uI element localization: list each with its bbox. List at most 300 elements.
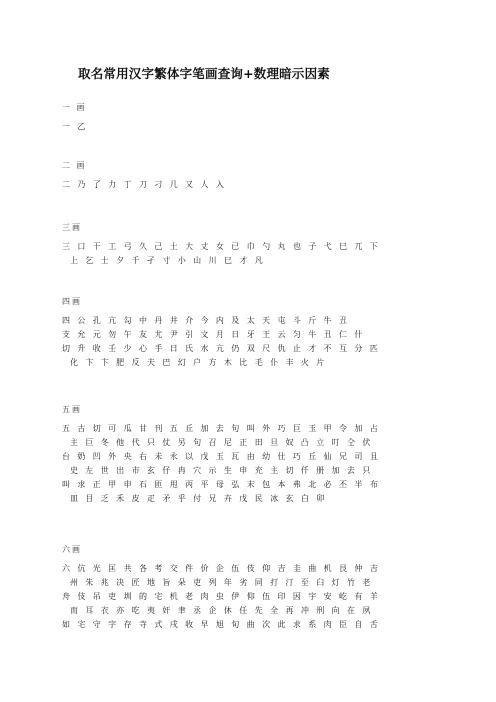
- hanzi-char: 仙: [323, 452, 332, 461]
- hanzi-char: 奴: [285, 438, 294, 447]
- hanzi-char: 月: [215, 330, 224, 339]
- char-row: [62, 494, 442, 508]
- char-row: [62, 256, 442, 270]
- hanzi-char: 收: [92, 344, 101, 353]
- hanzi-char: 引: [185, 330, 194, 339]
- hanzi-char: 臣: [339, 620, 348, 629]
- hanzi-char: 申: [123, 480, 132, 489]
- hanzi-char: 玉: [308, 424, 317, 433]
- hanzi-char: 寺: [138, 620, 147, 629]
- hanzi-char: 乞: [85, 256, 94, 265]
- hanzi-char: 肥: [116, 358, 125, 367]
- hanzi-char: 牛: [308, 330, 317, 339]
- hanzi-char: 弗: [292, 480, 301, 489]
- hanzi-char: 曲: [246, 620, 255, 629]
- hanzi-char: 打: [270, 578, 279, 587]
- hanzi-char: 太: [246, 316, 255, 325]
- hanzi-char: 才: [239, 256, 248, 265]
- hanzi-char: 只: [146, 438, 155, 447]
- hanzi-char: 代: [131, 438, 140, 447]
- char-row: [62, 480, 442, 494]
- hanzi-char: 世: [100, 466, 109, 475]
- hanzi-char: 仲: [354, 564, 363, 573]
- hanzi-char: 夷: [146, 606, 155, 615]
- hanzi-char: 巨: [292, 424, 301, 433]
- hanzi-char: 女: [215, 242, 224, 251]
- hanzi-char: 可: [108, 424, 117, 433]
- hanzi-char: 公: [77, 316, 86, 325]
- char-row: [62, 438, 442, 452]
- hanzi-char: 仰: [262, 564, 271, 573]
- hanzi-char: 吉: [277, 564, 286, 573]
- hanzi-char: 占: [369, 424, 378, 433]
- hanzi-char: 止: [292, 344, 301, 353]
- hanzi-char: 弘: [231, 480, 240, 489]
- hanzi-char: 正: [92, 480, 101, 489]
- char-row: [62, 564, 442, 578]
- hanzi-char: 兄: [339, 452, 348, 461]
- hanzi-char: 兀: [354, 242, 363, 251]
- hanzi-char: 如: [62, 620, 70, 629]
- hanzi-char: 弓: [123, 242, 132, 251]
- hanzi-char: 土: [169, 242, 178, 251]
- hanzi-char: 今: [200, 316, 209, 325]
- hanzi-char: 心: [138, 344, 147, 353]
- hanzi-char: 石: [138, 480, 147, 489]
- hanzi-char: 士: [100, 256, 109, 265]
- hanzi-char: 又: [185, 180, 194, 189]
- hanzi-char: 卞: [100, 358, 109, 367]
- hanzi-char: 右: [138, 452, 147, 461]
- hanzi-char: 匀: [292, 330, 301, 339]
- hanzi-char: 田: [254, 438, 263, 447]
- hanzi-char: 古: [77, 424, 86, 433]
- hanzi-char: 列: [208, 578, 217, 587]
- hanzi-char: 口: [77, 242, 86, 251]
- hanzi-char: 刑: [316, 606, 325, 615]
- section-heading: 四画: [62, 297, 82, 306]
- hanzi-char: 叮: [331, 438, 340, 447]
- hanzi-char: 市: [131, 466, 140, 475]
- hanzi-char: 亦: [116, 606, 125, 615]
- hanzi-char: 山: [193, 256, 202, 265]
- hanzi-char: 奶: [77, 452, 86, 461]
- hanzi-char: 斤: [308, 316, 317, 325]
- hanzi-char: 未: [154, 452, 163, 461]
- hanzi-char: 收: [185, 620, 194, 629]
- hanzi-char: 勺: [262, 242, 271, 251]
- hanzi-char: 巳: [223, 256, 232, 265]
- hanzi-char: 尼: [223, 438, 232, 447]
- hanzi-char: 劣: [239, 578, 248, 587]
- hanzi-char: 天: [262, 316, 271, 325]
- hanzi-char: 巴: [162, 358, 171, 367]
- hanzi-char: 史: [70, 466, 78, 475]
- hanzi-char: 匡: [108, 564, 117, 573]
- section-heading: 五画: [62, 405, 82, 414]
- hanzi-char: 仰: [246, 592, 255, 601]
- hanzi-char: 地: [146, 578, 155, 587]
- hanzi-char: 冉: [177, 466, 186, 475]
- hanzi-char: 式: [154, 620, 163, 629]
- hanzi-char: 亢: [215, 344, 224, 353]
- section-stroke-4: [62, 297, 442, 372]
- hanzi-char: 以: [185, 452, 194, 461]
- hanzi-char: 双: [246, 344, 255, 353]
- hanzi-char: 充: [254, 466, 263, 475]
- hanzi-char: 勾: [123, 316, 132, 325]
- hanzi-char: 巧: [277, 424, 286, 433]
- hanzi-char: 守: [92, 620, 101, 629]
- hanzi-char: 吃: [131, 606, 140, 615]
- hanzi-char: 凹: [92, 452, 101, 461]
- char-row: [62, 620, 442, 634]
- hanzi-char: 再: [285, 606, 294, 615]
- hanzi-char: 仍: [231, 344, 240, 353]
- hanzi-char: 圭: [292, 564, 301, 573]
- hanzi-char: 力: [108, 180, 117, 189]
- hanzi-char: 不: [323, 344, 332, 353]
- hanzi-char: 丰: [285, 358, 294, 367]
- hanzi-char: 年: [223, 578, 232, 587]
- hanzi-char: 决: [116, 578, 125, 587]
- section-heading: 一 画: [62, 103, 87, 112]
- section-heading: 二 画: [62, 161, 87, 170]
- hanzi-char: 丸: [277, 242, 286, 251]
- hanzi-char: 考: [154, 564, 163, 573]
- hanzi-char: 汀: [285, 578, 294, 587]
- hanzi-char: 弋: [323, 242, 332, 251]
- hanzi-char: 生: [223, 466, 232, 475]
- hanzi-char: 安: [323, 592, 332, 601]
- hanzi-char: 仔: [162, 466, 171, 475]
- hanzi-char: 云: [277, 330, 286, 339]
- hanzi-char: 切: [62, 344, 70, 353]
- hanzi-char: 至: [300, 578, 309, 587]
- hanzi-char: 日: [231, 330, 240, 339]
- hanzi-char: 子: [308, 242, 317, 251]
- hanzi-char: 四: [62, 316, 70, 325]
- hanzi-char: 朵: [177, 578, 186, 587]
- hanzi-char: 他: [116, 438, 125, 447]
- hanzi-char: 示: [208, 466, 217, 475]
- hanzi-char: 吊: [92, 592, 101, 601]
- char-row: [62, 242, 442, 256]
- hanzi-char: 召: [208, 438, 217, 447]
- hanzi-char: 反: [131, 358, 140, 367]
- hanzi-char: 户: [193, 358, 202, 367]
- hanzi-char: 半: [354, 480, 363, 489]
- hanzi-char: 丈: [200, 242, 209, 251]
- hanzi-char: 冬: [100, 438, 109, 447]
- hanzi-char: 肉: [200, 592, 209, 601]
- hanzi-char: 有: [354, 592, 363, 601]
- hanzi-char: 友: [138, 330, 147, 339]
- hanzi-char: 互: [339, 344, 348, 353]
- hanzi-char: 川: [208, 256, 217, 265]
- hanzi-char: 凡: [254, 256, 263, 265]
- char-row: [62, 316, 442, 330]
- hanzi-char: 氏: [185, 344, 194, 353]
- hanzi-char: 仇: [277, 344, 286, 353]
- hanzi-char: 壬: [108, 344, 117, 353]
- hanzi-char: 瓦: [231, 452, 240, 461]
- char-row: [62, 606, 442, 620]
- hanzi-char: 巧: [292, 452, 301, 461]
- hanzi-char: 刁: [154, 180, 163, 189]
- hanzi-char: 甩: [169, 480, 178, 489]
- hanzi-char: 册: [316, 466, 325, 475]
- hanzi-char: 切: [285, 466, 294, 475]
- hanzi-char: 冰: [270, 494, 279, 503]
- hanzi-char: 全: [270, 606, 279, 615]
- hanzi-char: 什: [354, 330, 363, 339]
- hanzi-char: 下: [369, 242, 378, 251]
- hanzi-char: 人: [200, 180, 209, 189]
- hanzi-char: 句: [231, 424, 240, 433]
- hanzi-char: 先: [254, 606, 263, 615]
- hanzi-char: 主: [70, 438, 78, 447]
- hanzi-char: 卯: [316, 494, 325, 503]
- hanzi-char: 幻: [177, 358, 186, 367]
- hanzi-char: 夫: [146, 358, 155, 367]
- section-stroke-1: [62, 103, 442, 136]
- hanzi-char: 五: [169, 424, 178, 433]
- hanzi-char: 皮: [131, 494, 140, 503]
- hanzi-char: 入: [215, 180, 224, 189]
- hanzi-char: 州: [70, 578, 78, 587]
- hanzi-char: 巨: [85, 438, 94, 447]
- hanzi-char: 元: [92, 330, 101, 339]
- hanzi-char: 母: [215, 480, 224, 489]
- hanzi-char: 及: [231, 316, 240, 325]
- hanzi-char: 水: [200, 344, 209, 353]
- hanzi-char: 手: [154, 344, 163, 353]
- hanzi-char: 仆: [270, 358, 279, 367]
- hanzi-char: 文: [200, 330, 209, 339]
- hanzi-char: 只: [362, 466, 371, 475]
- hanzi-char: 巾: [246, 242, 255, 251]
- hanzi-char: 臼: [316, 578, 325, 587]
- hanzi-char: 玉: [215, 452, 224, 461]
- hanzi-char: 夕: [116, 256, 125, 265]
- hanzi-char: 司: [354, 452, 363, 461]
- hanzi-char: 木: [223, 358, 232, 367]
- hanzi-char: 牛: [323, 316, 332, 325]
- hanzi-char: 叫: [246, 424, 255, 433]
- hanzi-char: 曲: [308, 564, 317, 573]
- hanzi-char: 少: [123, 344, 132, 353]
- hanzi-char: 系: [308, 620, 317, 629]
- hanzi-char: 立: [316, 438, 325, 447]
- hanzi-char: 宅: [77, 620, 86, 629]
- hanzi-char: 禾: [116, 494, 125, 503]
- hanzi-char: 勿: [108, 330, 117, 339]
- hanzi-char: 同: [254, 578, 263, 587]
- hanzi-char: 去: [347, 466, 356, 475]
- section-heading: 三画: [62, 223, 82, 232]
- hanzi-char: 允: [77, 330, 86, 339]
- hanzi-char: 冲: [300, 606, 309, 615]
- hanzi-char: 疋: [146, 494, 155, 503]
- hanzi-char: 句: [193, 438, 202, 447]
- section-stroke-2: [62, 161, 442, 194]
- page-title: 取名常用汉字繁体字笔画查询+数理暗示因素: [78, 66, 330, 81]
- hanzi-char: 切: [92, 424, 101, 433]
- char-row: [62, 330, 442, 344]
- hanzi-char: 此: [277, 620, 286, 629]
- hanzi-char: 休: [223, 606, 232, 615]
- hanzi-char: 加: [354, 424, 363, 433]
- hanzi-char: 了: [92, 180, 101, 189]
- hanzi-char: 付: [193, 494, 202, 503]
- hanzi-char: 丞: [193, 606, 202, 615]
- hanzi-char: 尺: [262, 344, 271, 353]
- hanzi-char: 五: [62, 424, 70, 433]
- hanzi-char: 任: [239, 606, 248, 615]
- hanzi-char: 方: [208, 358, 217, 367]
- hanzi-char: 凸: [300, 438, 309, 447]
- hanzi-char: 三: [62, 242, 70, 251]
- hanzi-char: 乏: [100, 494, 109, 503]
- hanzi-char: 尤: [154, 330, 163, 339]
- hanzi-char: 王: [262, 330, 271, 339]
- hanzi-char: 宇: [308, 592, 317, 601]
- hanzi-char: 令: [339, 424, 348, 433]
- hanzi-char: 奸: [162, 606, 171, 615]
- hanzi-char: 甘: [138, 424, 147, 433]
- hanzi-char: 必: [323, 480, 332, 489]
- hanzi-char: 外: [108, 452, 117, 461]
- hanzi-char: 戌: [169, 620, 178, 629]
- hanzi-char: 交: [169, 564, 178, 573]
- hanzi-char: 加: [200, 424, 209, 433]
- hanzi-char: 旬: [231, 620, 240, 629]
- hanzi-char: 亢: [108, 316, 117, 325]
- hanzi-char: 仕: [277, 452, 286, 461]
- hanzi-char: 求: [77, 480, 86, 489]
- hanzi-char: 介: [185, 316, 194, 325]
- hanzi-char: 伊: [231, 592, 240, 601]
- hanzi-char: 出: [116, 466, 125, 475]
- hanzi-char: 寸: [162, 256, 171, 265]
- hanzi-char: 而: [70, 606, 78, 615]
- hanzi-char: 舌: [369, 620, 378, 629]
- hanzi-char: 向: [331, 606, 340, 615]
- hanzi-char: 耳: [85, 606, 94, 615]
- hanzi-char: 仝: [347, 438, 356, 447]
- hanzi-char: 且: [369, 452, 378, 461]
- hanzi-char: 共: [123, 564, 132, 573]
- hanzi-char: 穴: [193, 466, 202, 475]
- hanzi-char: 屹: [339, 592, 348, 601]
- hanzi-char: 旦: [270, 438, 279, 447]
- hanzi-char: 几: [169, 180, 178, 189]
- char-row: [62, 466, 442, 480]
- hanzi-char: 丕: [339, 480, 348, 489]
- hanzi-char: 匹: [369, 344, 378, 353]
- hanzi-char: 兄: [208, 494, 217, 503]
- hanzi-char: 干: [92, 242, 101, 251]
- hanzi-char: 孔: [92, 316, 101, 325]
- hanzi-char: 比: [239, 358, 248, 367]
- hanzi-char: 乃: [77, 180, 86, 189]
- hanzi-char: 伍: [231, 564, 240, 573]
- hanzi-char: 丹: [154, 316, 163, 325]
- char-row: [62, 122, 442, 136]
- hanzi-char: 台: [62, 452, 70, 461]
- hanzi-char: 衣: [100, 606, 109, 615]
- hanzi-char: 才: [308, 344, 317, 353]
- hanzi-char: 大: [185, 242, 194, 251]
- hanzi-char: 由: [246, 452, 255, 461]
- hanzi-char: 刊: [154, 424, 163, 433]
- hanzi-char: 玄: [285, 494, 294, 503]
- hanzi-char: 一: [62, 122, 70, 131]
- hanzi-char: 小: [177, 256, 186, 265]
- hanzi-char: 夙: [362, 606, 371, 615]
- hanzi-char: 伏: [362, 438, 371, 447]
- section-stroke-3: [62, 223, 442, 270]
- hanzi-char: 虫: [215, 592, 224, 601]
- hanzi-char: 民: [254, 494, 263, 503]
- hanzi-char: 乙: [77, 122, 86, 131]
- hanzi-char: 灯: [331, 578, 340, 587]
- hanzi-char: 分: [354, 344, 363, 353]
- hanzi-char: 尹: [169, 330, 178, 339]
- hanzi-char: 机: [169, 592, 178, 601]
- hanzi-char: 丙: [185, 480, 194, 489]
- hanzi-char: 老: [362, 578, 371, 587]
- hanzi-char: 次: [262, 620, 271, 629]
- hanzi-char: 瓜: [123, 424, 132, 433]
- hanzi-char: 左: [85, 466, 94, 475]
- hanzi-char: 中: [138, 316, 147, 325]
- hanzi-char: 朱: [85, 578, 94, 587]
- hanzi-char: 圳: [123, 592, 132, 601]
- hanzi-char: 仟: [300, 466, 309, 475]
- hanzi-char: 兆: [100, 578, 109, 587]
- section-heading: 六画: [62, 545, 82, 554]
- hanzi-char: 片: [316, 358, 325, 367]
- char-row: [62, 452, 442, 466]
- char-row: [62, 578, 442, 592]
- hanzi-char: 吏: [108, 592, 117, 601]
- hanzi-char: 千: [131, 256, 140, 265]
- hanzi-char: 正: [239, 438, 248, 447]
- hanzi-char: 聿: [177, 606, 186, 615]
- hanzi-char: 皿: [70, 494, 78, 503]
- hanzi-char: 吉: [369, 564, 378, 573]
- hanzi-char: 久: [138, 242, 147, 251]
- char-row: [62, 592, 442, 606]
- hanzi-char: 伍: [262, 592, 271, 601]
- hanzi-char: 匝: [154, 480, 163, 489]
- hanzi-char: 丁: [123, 180, 132, 189]
- hanzi-char: 布: [369, 480, 378, 489]
- hanzi-char: 叫: [62, 480, 70, 489]
- char-row: [62, 358, 442, 372]
- hanzi-char: 字: [108, 620, 117, 629]
- char-row: [62, 424, 442, 438]
- hanzi-char: 升: [77, 344, 86, 353]
- hanzi-char: 企: [215, 564, 224, 573]
- hanzi-char: 卉: [223, 494, 232, 503]
- hanzi-char: 火: [300, 358, 309, 367]
- hanzi-char: 去: [215, 424, 224, 433]
- hanzi-char: 旭: [215, 620, 224, 629]
- hanzi-char: 伉: [77, 564, 86, 573]
